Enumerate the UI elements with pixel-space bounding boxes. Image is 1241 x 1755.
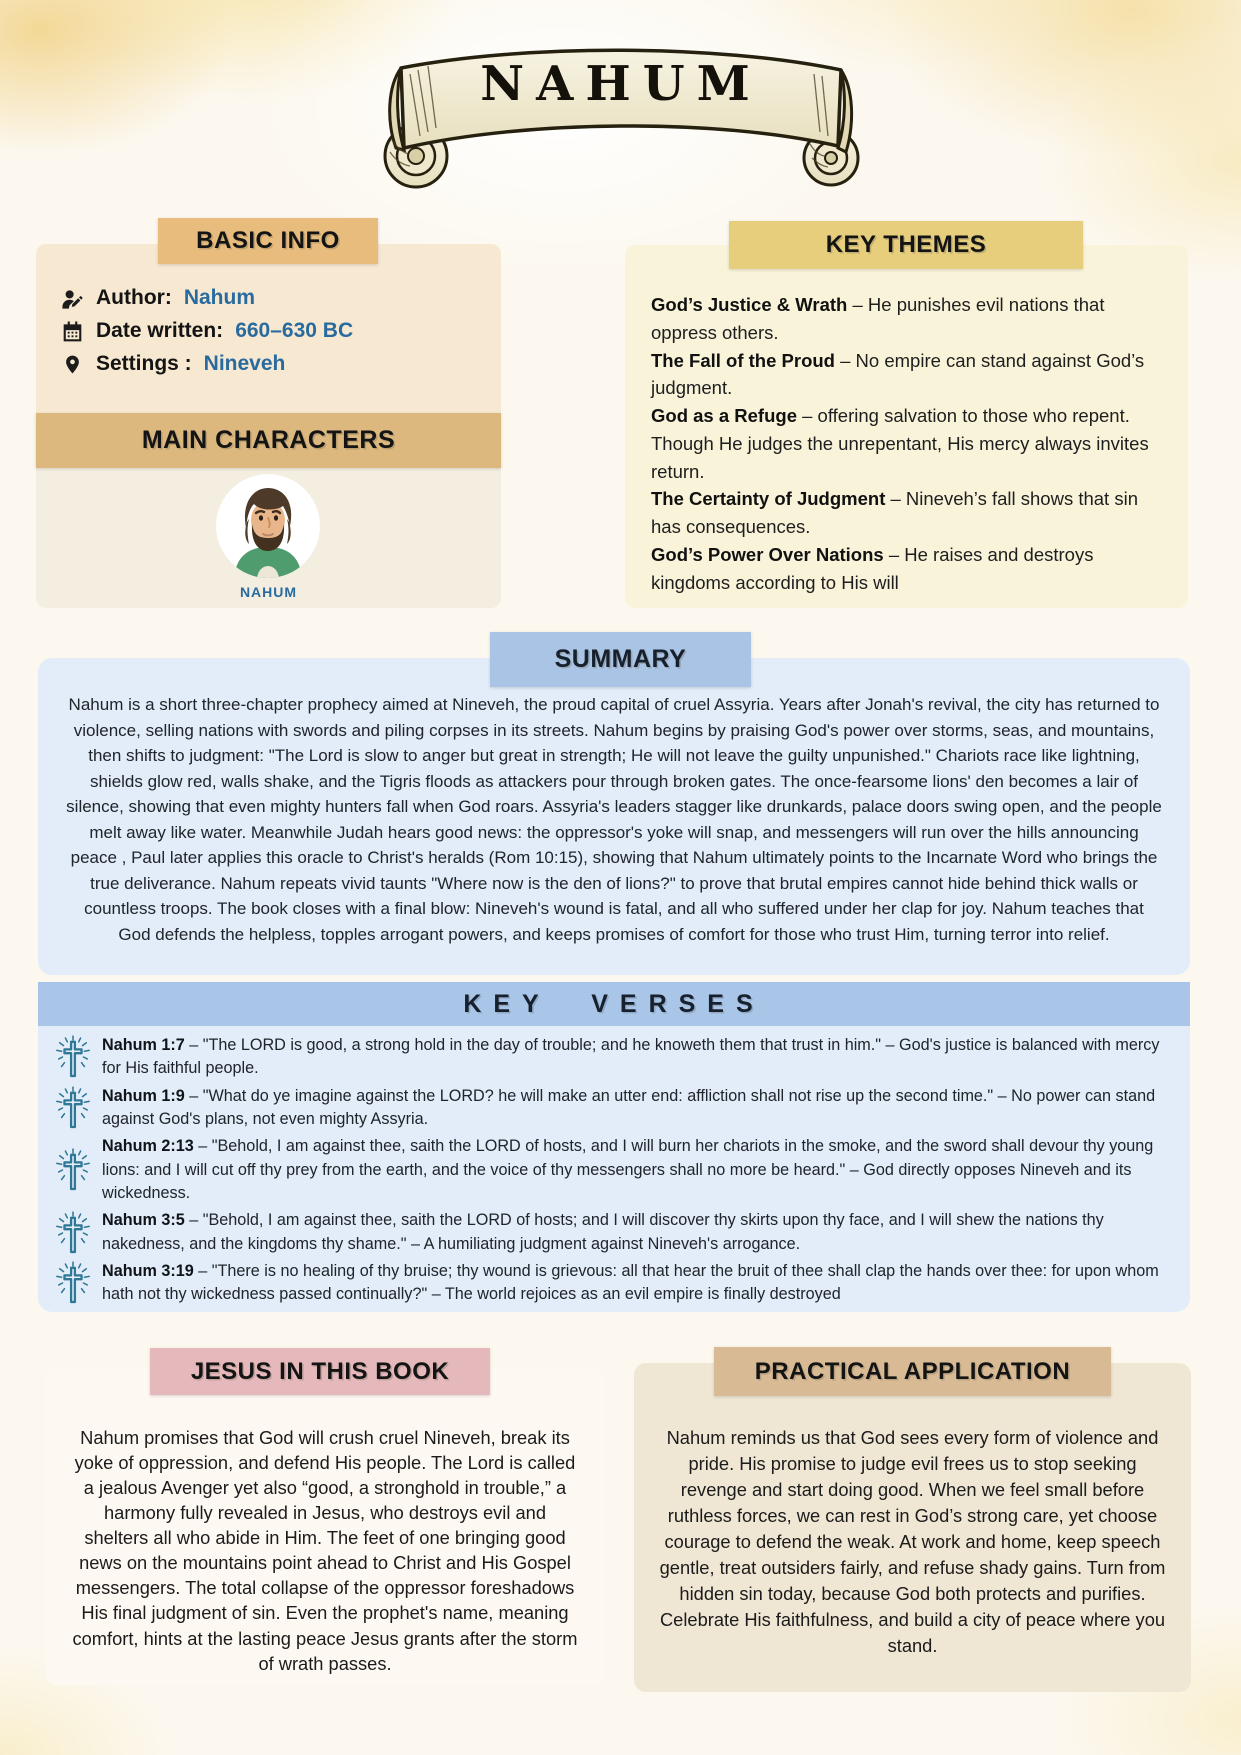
basic-info-field-author <box>36 286 501 310</box>
practical-application-header: PRACTICAL APPLICATION <box>714 1347 1111 1396</box>
summary-text: Nahum is a short three-chapter prophecy aimed at Nineveh, the proud capital of cruel Assyria. Years after Jonah's revival, the city has returned to violence, selling nations with swords and piling corpses in its streets. Nahum begins by praising God's power over storms, seas, and mountains, then shifts to judgment: "The Lord is slow to anger but great in strength; He will not leave the guilty unpunished." Chariots race like lightning, shields glow red, walls shake, and the Tigris floods as attackers pour through broken gates. The once-fearsome lions' den becomes a lair of silence, showing that even mighty hunters fall when God roars. Assyria's leaders stagger like drunkards, palace doors swing open, and the people melt away like water. Meanwhile Judah hears good news: the oppressor's yoke will snap, and messengers will run over the hills announcing peace , Paul later applies this oracle to Christ's heralds (Rom 10:15), showing that Nahum ultimately points to the Incarnate Word who brings the true deliverance. Nahum repeats vivid taunts "Where now is the den of lions?" to prove that brutal empires cannot hide behind thick walls or countless troops. The book closes with a final blow: Nineveh's wound is fatal, and all who suffered under her clap for joy. Nahum teaches that God defends the helpless, topples arrogant powers, and keeps promises of comfort for those who trust Him, turning terror into relief. <box>66 695 1162 944</box>
verse-text: – "Behold, I am against thee, saith the LORD of hosts, and I will burn her chariots in the smoke, and the sword shall devour thy young lions: and I will cut off thy prey from the earth, and the voice of thy messengers shall no more be heard." – God directly opposes Nineveh and its wickedness. <box>102 1137 1154 1202</box>
theme-item <box>651 485 1162 541</box>
verse-item <box>52 1085 1168 1132</box>
key-verses-panel <box>38 1026 1190 1312</box>
theme-title: God’s Justice & Wrath <box>651 294 848 315</box>
verse-text: – "What do ye imagine against the LORD? he will make an utter end: affliction shall not rise up the second time." – No power can stand against God's plans, not even mighty Assyria. <box>102 1086 1156 1128</box>
summary-header: SUMMARY <box>490 632 751 687</box>
field-value: Nahum <box>183 286 255 309</box>
jesus-in-book-header: JESUS IN THIS BOOK <box>150 1348 490 1395</box>
scroll-illustration <box>385 50 858 187</box>
jesus-in-book-panel <box>45 1367 605 1685</box>
field-label: Settings : <box>96 352 192 375</box>
theme-title: The Certainty of Judgment <box>651 488 886 510</box>
verse-ref: Nahum 3:19 <box>102 1261 194 1280</box>
basic-info-field-date <box>36 319 501 343</box>
theme-item <box>651 291 1162 347</box>
verse-item <box>52 1209 1168 1256</box>
theme-text: – offering salvation to those who repent. Though He judges the unrepentant, His mercy always invites return. <box>651 405 1149 482</box>
nahum-avatar <box>216 474 320 578</box>
field-label: Date written: <box>96 319 224 342</box>
theme-item <box>651 402 1162 485</box>
verse-ref: Nahum 1:9 <box>102 1086 185 1105</box>
basic-info-field-settings <box>36 352 501 376</box>
basic-info-panel <box>36 244 501 413</box>
location-icon <box>60 353 84 376</box>
jesus-in-book-text: Nahum promises that God will crush cruel Nineveh, break its yoke of oppression, and defend His people. The Lord is called a jealous Avenger yet also “good, a stronghold in trouble,” a harmony fully revealed in Jesus, who destroys evil and shelters all who abide in Him. The feet of one bringing good news on the mountains point ahead to Christ and His Gospel messengers. The total collapse of the oppressor foreshadows His final judgment of sin. Even the prophet's name, meaning comfort, hints at the lasting peace Jesus grants after the storm of wrath passes. <box>72 1427 578 1674</box>
cross-icon <box>52 1210 94 1256</box>
cross-icon <box>52 1085 94 1131</box>
theme-title: God’s Power Over Nations <box>651 543 884 565</box>
verse-item <box>52 1135 1168 1205</box>
field-label: Author: <box>96 286 172 309</box>
character-name: NAHUM <box>239 584 298 600</box>
book-title: NAHUM <box>479 56 762 112</box>
practical-application-panel <box>634 1363 1191 1692</box>
verse-text: – "The LORD is good, a strong hold in the day of trouble; and he knoweth them that trust in him." – God's justice is balanced with mercy for His faithful people. <box>102 1036 1160 1078</box>
theme-text: – He punishes evil nations that oppress others. <box>651 294 1105 343</box>
verse-item <box>52 1260 1168 1307</box>
author-icon <box>60 287 84 310</box>
theme-title: God as a Refuge <box>651 405 797 426</box>
field-value: 660–630 BC <box>235 319 354 342</box>
verse-text: – "There is no healing of thy bruise; thy wound is grievous: all that hear the bruit of thee shall clap the hands over thee: for upon whom hath not thy wickedness passed continually?" – The world rejoices as an evil empire is finally destroyed <box>102 1261 1159 1304</box>
key-themes-header: KEY THEMES <box>729 221 1083 269</box>
verse-text: – "Behold, I am against thee, saith the LORD of hosts; and I will discover thy skirts upon thy face, and I will shew the nations thy nakedness, and the kingdoms thy shame." – A humiliating judgment against Nineveh's arrogance. <box>102 1211 1104 1253</box>
theme-title: The Fall of the Proud <box>651 349 835 371</box>
theme-text: – Nineveh’s fall shows that sin has consequences. <box>651 488 1138 537</box>
cross-icon <box>52 1034 94 1080</box>
verse-ref: Nahum 3:5 <box>102 1211 185 1230</box>
basic-info-header: BASIC INFO <box>158 218 378 264</box>
scroll-banner <box>376 28 866 193</box>
theme-item <box>651 541 1162 597</box>
verse-item <box>52 1034 1168 1081</box>
theme-text: – No empire can stand against God’s judgment. <box>651 349 1145 399</box>
calendar-icon <box>60 320 84 343</box>
cross-icon <box>52 1260 94 1306</box>
verse-ref: Nahum 2:13 <box>102 1137 194 1156</box>
main-characters-header: MAIN CHARACTERS <box>36 413 501 468</box>
key-verses-header: KEY VERSES <box>38 982 1190 1026</box>
field-value: Nineveh <box>203 352 286 375</box>
theme-text: – He raises and destroys kingdoms according to His will <box>651 543 1094 593</box>
practical-application-text: Nahum reminds us that God sees every form of violence and pride. His promise to judge evil frees us to stop seeking revenge and start doing good. When we feel small before ruthless forces, we can rest in God’s strong care, yet choose courage to defend the weak. At work and home, keep speech gentle, treat outsiders fairly, and refuse shady gains. Turn from hidden sin today, because God both protects and purifies. Celebrate His faithfulness, and build a city of peace where you stand. <box>659 1427 1166 1656</box>
key-themes-panel <box>625 245 1188 608</box>
verse-ref: Nahum 1:7 <box>102 1036 185 1054</box>
cross-icon <box>52 1147 94 1193</box>
summary-panel <box>38 658 1190 975</box>
theme-item <box>651 347 1162 403</box>
